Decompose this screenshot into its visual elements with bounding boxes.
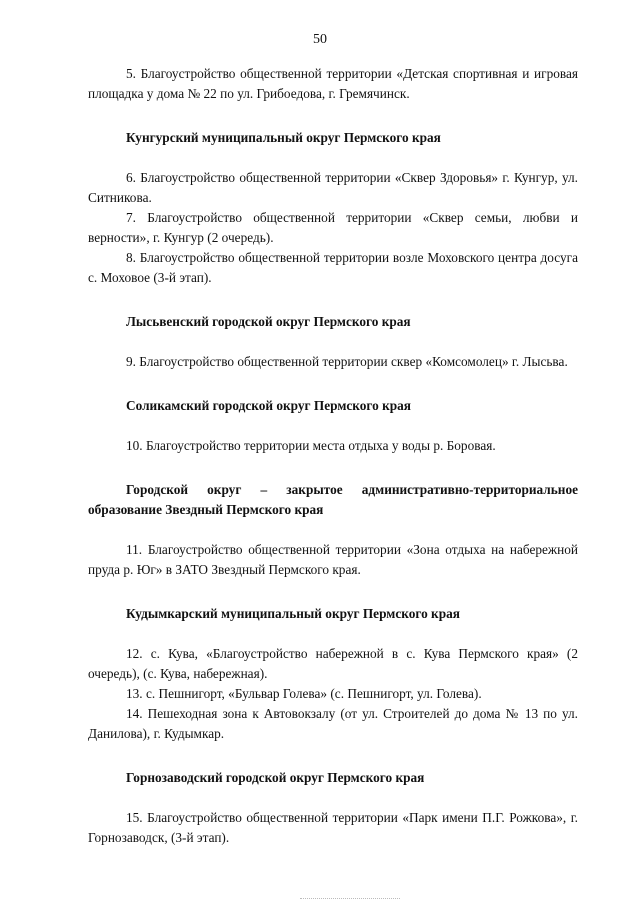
item-10: 10. Благоустройство территории места отдыха у воды р. Боровая. [126,438,496,453]
item-7: 7. Благоустройство общественной территории «Сквер семьи, любви и верности», г. Кунгур (2 очередь). [88,210,578,245]
item-8: 8. Благоустройство общественной территории возле Моховского центра досуга с. Моховое (3-й этап). [88,250,578,285]
item-9: 9. Благоустройство общественной территории сквер «Комсомолец» г. Лысьва. [126,354,568,369]
heading-kudymkar: Кудымкарский муниципальный округ Пермского края [126,606,460,621]
heading-gornozavodsk: Горнозаводский городской округ Пермского края [126,770,425,785]
item-6: 6. Благоустройство общественной территории «Сквер Здоровья» г. Кунгур, ул. Ситникова. [88,170,578,205]
item-15: 15. Благоустройство общественной территории «Парк имени П.Г. Рожкова», г. Горнозаводск, (3-й этап). [88,810,578,845]
footer-mark [300,898,400,901]
item-14: 14. Пешеходная зона к Автовокзалу (от ул. Строителей до дома № 13 по ул. Данилова), г. Кудымкар. [88,706,578,741]
page-number: 50 [313,32,327,47]
item-13: 13. с. Пешнигорт, «Бульвар Голева» (с. Пешнигорт, ул. Голева). [126,686,482,701]
item-12: 12. с. Кува, «Благоустройство набережной в с. Кува Пермского края» (2 очередь), (с. Кува, набережная). [88,646,578,681]
item-11: 11. Благоустройство общественной территории «Зона отдыха на набережной пруда р. Юг» в ЗАТО Звездный Пермского края. [88,542,578,577]
heading-lysva: Лысьвенский городской округ Пермского края [126,314,411,329]
heading-solikamsk: Соликамский городской округ Пермского края [126,398,411,413]
item-5: 5. Благоустройство общественной территории «Детская спортивная и игровая площадка у дома № 22 по ул. Грибоедова, г. Гремячинск. [88,66,578,101]
heading-zvezdny: Городской округ – закрытое административно-территориальное образование Звездный Пермского края [88,482,578,517]
heading-kungur: Кунгурский муниципальный округ Пермского края [126,130,441,145]
document-body [88,64,578,848]
